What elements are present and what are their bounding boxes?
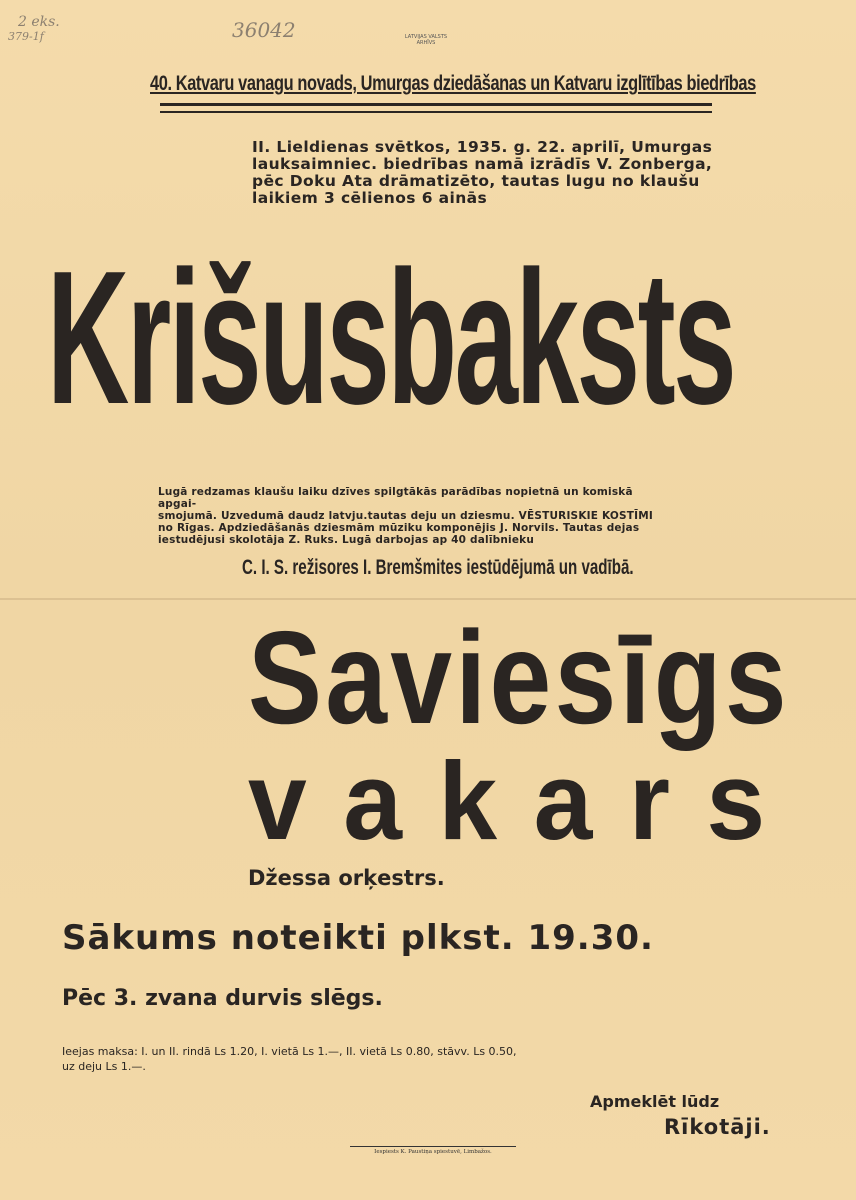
intro-line: II. Lieldienas svētkos, 1935. g. 22. aprilī, Umurgas [252,138,713,156]
heading-rule-bottom [160,111,712,113]
intro-text [252,139,812,207]
description-line: Lugā redzamas klaušu laiku dzīves spilgtākās parādības nopietnā un komiskā apgai- [158,486,633,510]
admission-prices [62,1044,622,1074]
evening-title-line1: Saviesīgs [248,604,790,751]
price-line: Ieejas maksa: I. un II. rindā Ls 1.20, I. vietā Ls 1.—, II. vietā Ls 0.80, stāvv. Ls 0.50, [62,1045,517,1058]
handwritten-catalog-number: 36042 [232,18,296,42]
invite-text: Apmeklēt lūdz [590,1092,720,1111]
start-time: Sākums noteikti plkst. 19.30. [62,918,654,958]
handwritten-ref-note: 379-1f [8,30,44,43]
doors-closing-notice: Pēc 3. zvana durvis slēgs. [62,986,383,1011]
organizers-heading: 40. Katvaru vanagu novads, Umurgas dziedāšanas un Katvaru izglītības biedrības [150,72,756,95]
play-description [158,486,658,546]
play-title: Krišusbaksts [47,232,735,444]
jazz-orchestra: Džessa orķestrs. [248,866,445,890]
price-line: uz deju Ls 1.—. [62,1060,146,1073]
archive-stamp-line2: ARHĪVS [416,40,436,46]
evening-title-line2: vakars [248,740,802,863]
handwritten-copies-note: 2 eks. [18,14,60,30]
description-line: smojumā. Uzvedumā daudz latvju.tautas deju un dziesmu. VĒSTURISKIE KOSTĪMI [158,510,653,522]
printer-rule [350,1146,516,1147]
description-line: iestudējusi skolotāja Z. Ruks. Lugā darbojas ap 40 dalībnieku [158,534,535,546]
description-line: no Rīgas. Apdziedāšanās dziesmām mūziku komponējis J. Norvils. Tautas dejas [158,522,640,534]
intro-line: lauksaimniec. biedrības namā izrādīs V. Zonberga, [252,155,713,173]
intro-line: laikiem 3 cēlienos 6 ainās [252,189,488,207]
organizers-signature: Rīkotāji. [664,1115,771,1139]
heading-rule-top [160,103,712,106]
director-line: C. I. S. režisores I. Bremšmites iestūdējumā un vadībā. [242,556,634,579]
intro-line: pēc Doku Ata drāmatizēto, tautas lugu no klaušu [252,172,700,190]
archive-stamp-line1: LATVIJAS VALSTS [404,34,448,40]
paper-fold [0,598,856,600]
printer-imprint: Iespiests K. Paustiņa spiestuvē, Limbažos. [374,1149,492,1155]
archive-stamp [394,34,458,46]
